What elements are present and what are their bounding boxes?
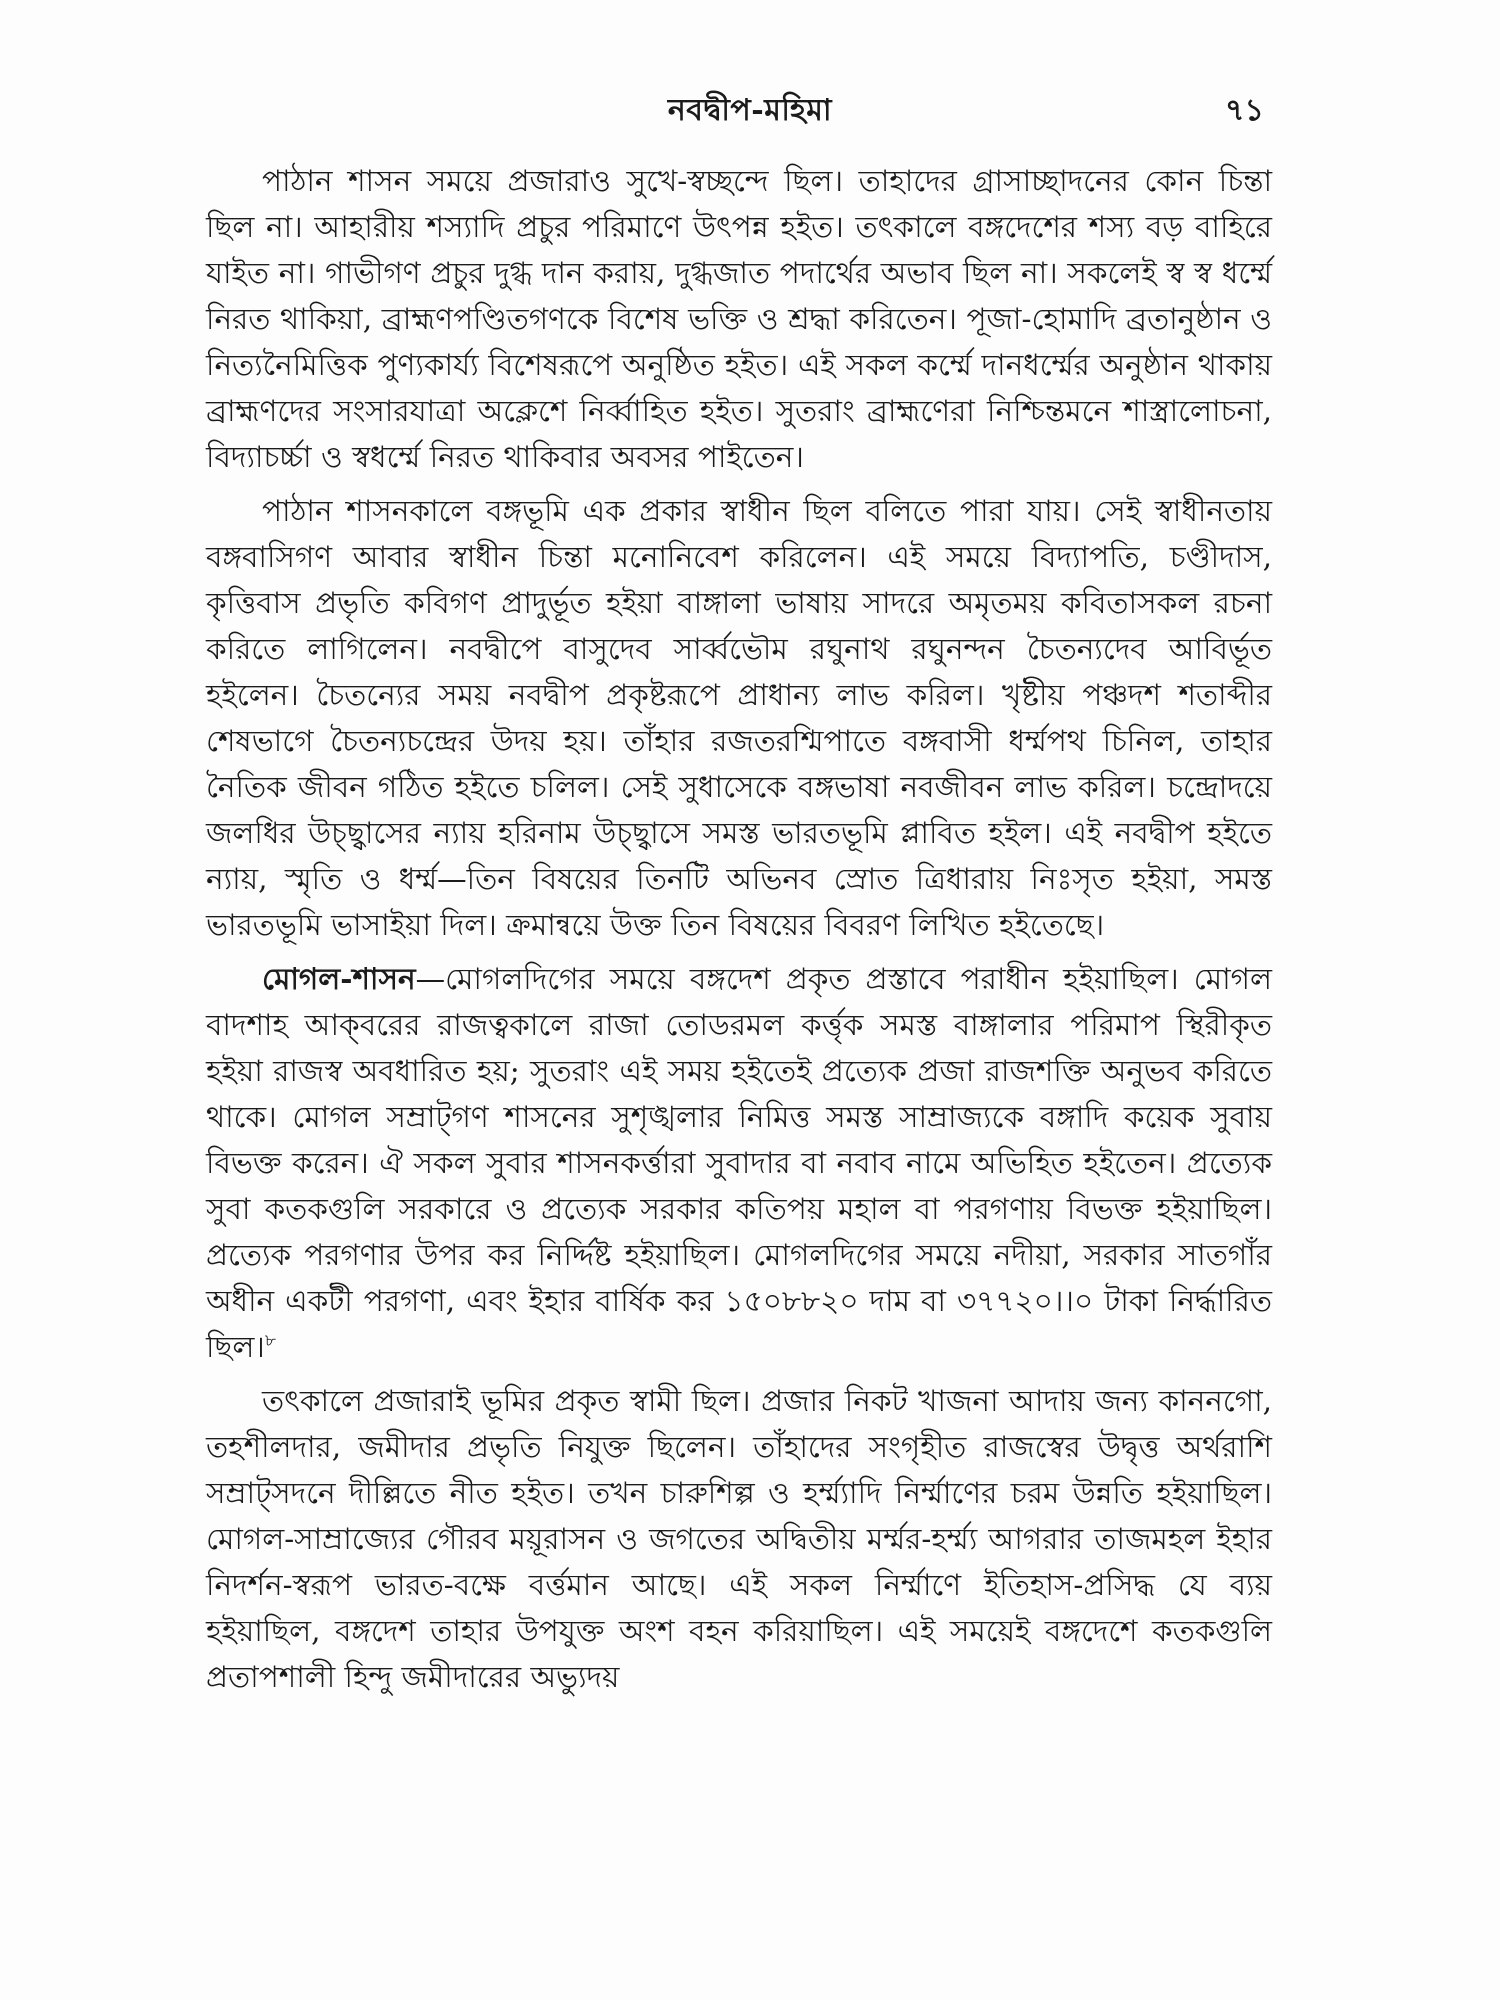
- paragraph-3: [206, 956, 1272, 1370]
- section-heading-mughal-rule: মোগল-শাসন: [262, 961, 416, 996]
- paragraph-4: তৎকালে প্রজারাই ভূমির প্রকৃত স্বামী ছিল। প্রজার নিকট খাজনা আদায় জন্য কাননগো, তহশীলদার, জমীদার প্রভৃতি নিযুক্ত ছিলেন। তাঁহাদের সংগৃহীত রাজস্বের উদ্বৃত্ত অর্থরাশি সম্রাট্‌সদনে দীল্লিতে নীত হইত। তখন চারুশিল্প ও হর্ম্ম্যাদি নির্ম্মাণের চরম উন্নতি হইয়াছিল। মোগল-সাম্রাজ্যের গৌরব ময়ূরাসন ও জগতের অদ্বিতীয় মর্ম্মর-হর্ম্ম্য আগরার তাজমহল ইহার নিদর্শন-স্বরূপ ভারত-বক্ষে বর্ত্তমান আছে। এই সকল নির্ম্মাণে ইতিহাস-প্রসিদ্ধ যে ব্যয় হইয়াছিল, বঙ্গদেশ তাহার উপযুক্ত অংশ বহন করিয়াছিল। এই সময়েই বঙ্গদেশে কতকগুলি প্রতাপশালী হিন্দু জমীদারের অভ্যুদয়: [206, 1384, 1272, 1694]
- running-title: নবদ্বীপ-মহিমা: [667, 93, 833, 128]
- paragraph-3-text: —মোগলদিগের সময়ে বঙ্গদেশ প্রকৃত প্রস্তাবে পরাধীন হইয়াছিল। মোগল বাদশাহ আক্‌বরের রাজত্বকালে রাজা তোডরমল কর্ত্তৃক সমস্ত বাঙ্গালার পরিমাপ স্থিরীকৃত হইয়া রাজস্ব অবধারিত হয়; সুতরাং এই সময় হইতেই প্রত্যেক প্রজা রাজশক্তি অনুভব করিতে থাকে। মোগল সম্রাট্‌গণ শাসনের সুশৃঙ্খলার নিমিত্ত সমস্ত সাম্রাজ্যকে বঙ্গাদি কয়েক সুবায় বিভক্ত করেন। ঐ সকল সুবার শাসনকর্ত্তারা সুবাদার বা নবাব নামে অভিহিত হইতেন। প্রত্যেক সুবা কতকগুলি সরকারে ও প্রত্যেক সরকার কতিপয় মহাল বা পরগণায় বিভক্ত হইয়াছিল। প্রত্যেক পরগণার উপর কর নির্দ্দিষ্ট হইয়াছিল। মোগলদিগের সময়ে নদীয়া, সরকার সাতগাঁর অধীন একটী পরগণা, এবং ইহার বার্ষিক কর ১৫০৮৮২০ দাম বা ৩৭৭২০।।০ টাকা নির্দ্ধারিত ছিল।: [206, 962, 1272, 1364]
- paragraph-2: পাঠান শাসনকালে বঙ্গভূমি এক প্রকার স্বাধীন ছিল বলিতে পারা যায়। সেই স্বাধীনতায় বঙ্গবাসিগণ আবার স্বাধীন চিন্তা মনোনিবেশ করিলেন। এই সময়ে বিদ্যাপতি, চণ্ডীদাস, কৃত্তিবাস প্রভৃতি কবিগণ প্রাদুর্ভূত হইয়া বাঙ্গালা ভাষায় সাদরে অমৃতময় কবিতাসকল রচনা করিতে লাগিলেন। নবদ্বীপে বাসুদেব সার্ব্বভৌম রঘুনাথ রঘুনন্দন চৈতন্যদেব আবির্ভূত হইলেন। চৈতন্যের সময় নবদ্বীপ প্রকৃষ্টরূপে প্রাধান্য লাভ করিল। খৃষ্টীয় পঞ্চদশ শতাব্দীর শেষভাগে চৈতন্যচন্দ্রের উদয় হয়। তাঁহার রজতরশ্মিপাতে বঙ্গবাসী ধর্ম্মপথ চিনিল, তাহার নৈতিক জীবন গঠিত হইতে চলিল। সেই সুধাসেকে বঙ্গভাষা নবজীবন লাভ করিল। চন্দ্রোদয়ে জলধির উচ্ছ্বাসের ন্যায় হরিনাম উচ্ছ্বাসে সমস্ত ভারতভূমি প্লাবিত হইল। এই নবদ্বীপ হইতে ন্যায়, স্মৃতি ও ধর্ম্ম—তিন বিষয়ের তিনটি অভিনব স্রোত ত্রিধারায় নিঃসৃত হইয়া, সমস্ত ভারতভূমি ভাসাইয়া দিল। ক্রমান্বয়ে উক্ত তিন বিষয়ের বিবরণ লিখিত হইতেছে।: [206, 494, 1272, 942]
- page-number: ৭১: [1225, 93, 1264, 128]
- footnote-marker: ৮: [264, 1331, 276, 1352]
- paragraph-1: পাঠান শাসন সময়ে প্রজারাও সুখে-স্বচ্ছন্দে ছিল। তাহাদের গ্রাসাচ্ছাদনের কোন চিন্তা ছিল না। আহারীয় শস্যাদি প্রচুর পরিমাণে উৎপন্ন হইত। তৎকালে বঙ্গদেশের শস্য বড় বাহিরে যাইত না। গাভীগণ প্রচুর দুগ্ধ দান করায়, দুগ্ধজাত পদার্থের অভাব ছিল না। সকলেই স্ব স্ব ধর্ম্মে নিরত থাকিয়া, ব্রাহ্মণপণ্ডিতগণকে বিশেষ ভক্তি ও শ্রদ্ধা করিতেন। পূজা-হোমাদি ব্রতানুষ্ঠান ও নিত্যনৈমিত্তিক পুণ্যকার্য্য বিশেষরূপে অনুষ্ঠিত হইত। এই সকল কর্ম্মে দানধর্ম্মের অনুষ্ঠান থাকায় ব্রাহ্মণদের সংসারযাত্রা অক্লেশে নির্ব্বাহিত হইত। সুতরাং ব্রাহ্মণেরা নিশ্চিন্তমনে শাস্ত্রালোচনা, বিদ্যাচর্চ্চা ও স্বধর্ম্মে নিরত থাকিবার অবসর পাইতেন।: [206, 164, 1272, 474]
- body-text: [206, 158, 1272, 1708]
